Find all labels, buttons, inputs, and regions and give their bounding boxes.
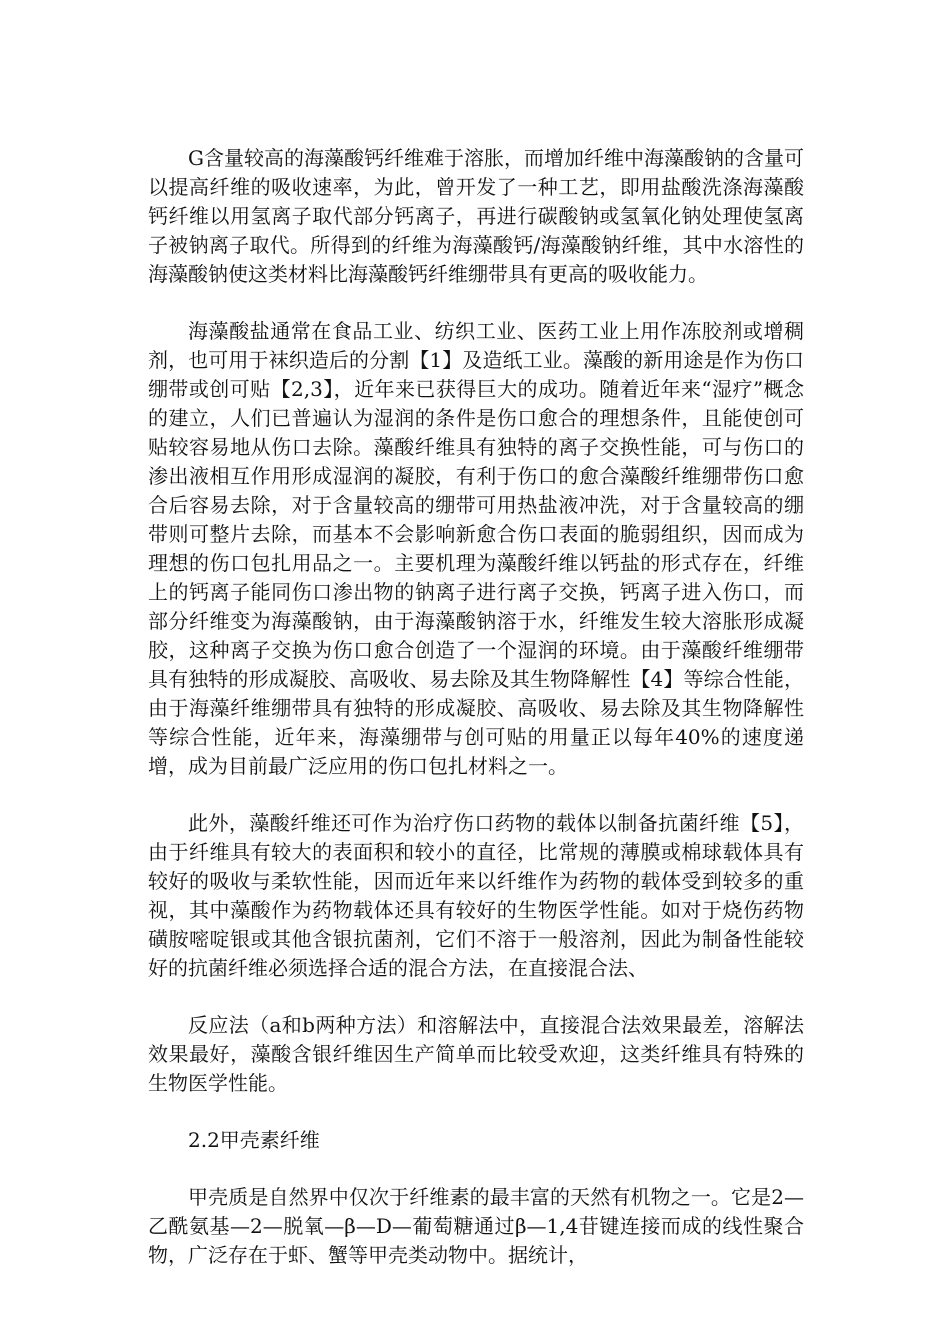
paragraph-mixing-methods: 反应法（a和b两种方法）和溶解法中，直接混合法效果最差，溶解法效果最好，藻酸含银纤维因生产简单而比较受欢迎，这类纤维具有特殊的生物医学性能。 bbox=[148, 1013, 804, 1095]
paragraph-alginate-applications: 海藻酸盐通常在食品工业、纺织工业、医药工业上用作冻胶剂或增稠剂，也可用于袜织造后的分割【1】及造纸工业。藻酸的新用途是作为伤口绷带或创可贴【2,3】，近年来已获得巨大的成功。随着近年来“湿疗”概念的建立，人们已普遍认为湿润的条件是伤口愈合的理想条件，且能使创可贴较容易地从伤口去除。藻酸纤维具有独特的离子交换性能，可与伤口的渗出液相互作用形成湿润的凝胶，有利于伤口的愈合藻酸纤维绷带伤口愈合后容易去除，对于含量较高的绷带可用热盐液冲洗，对于含量较高的绷带则可整片去除，而基本不会影响新愈合伤口表面的脆弱组织，因而成为理想的伤口包扎用品之一。主要机理为藻酸纤维以钙盐的形式存在，纤维上的钙离子能同伤口渗出物的钠离子进行离子交换，钙离子进入伤口，而部分纤维变为海藻酸钠，由于海藻酸钠溶于水，纤维发生较大溶胀形成凝胶，这种离子交换为伤口愈合创造了一个湿润的环境。由于藻酸纤维绷带具有独特的形成凝胶、高吸收、易去除及其生物降解性【4】等综合性能，由于海藻纤维绷带具有独特的形成凝胶、高吸收、易去除及其生物降解性等综合性能，近年来，海藻绷带与创可贴的用量正以每年40%的速度递增，成为目前最广泛应用的伤口包扎材料之一。 bbox=[148, 319, 804, 778]
paragraph-alginate-calcium: G含量较高的海藻酸钙纤维难于溶胀，而增加纤维中海藻酸钠的含量可以提高纤维的吸收速率，为此，曾开发了一种工艺，即用盐酸洗涤海藻酸钙纤维以用氢离子取代部分钙离子，再进行碳酸钠或氢氧化钠处理使氢离子被钠离子取代。所得到的纤维为海藻酸钙/海藻酸钠纤维，其中水溶性的海藻酸钠使这类材料比海藻酸钙纤维绷带具有更高的吸收能力。 bbox=[148, 146, 804, 286]
section-heading: 2.2甲壳素纤维 bbox=[188, 1128, 320, 1152]
paragraph-chitin: 甲壳质是自然界中仅次于纤维素的最丰富的天然有机物之一。它是2—乙酰氨基—2—脱氧—β—D—葡萄糖通过β—1,4苷键连接而成的线性聚合物，广泛存在于虾、蟹等甲壳类动物中。据统计， bbox=[148, 1185, 804, 1267]
document-body bbox=[148, 144, 804, 1298]
paragraph-drug-carrier: 此外，藻酸纤维还可作为治疗伤口药物的载体以制备抗菌纤维【5】，由于纤维具有较大的表面积和较小的直径，比常规的薄膜或棉球载体具有较好的吸收与柔软性能，因而近年来以纤维作为药物的载体受到较多的重视，其中藻酸作为药物载体还具有较好的生物医学性能。如对于烧伤药物磺胺嘧啶银或其他含银抗菌剂，它们不溶于一般溶剂，因此为制备性能较好的抗菌纤维必须选择合适的混合方法，在直接混合法、 bbox=[148, 811, 804, 980]
